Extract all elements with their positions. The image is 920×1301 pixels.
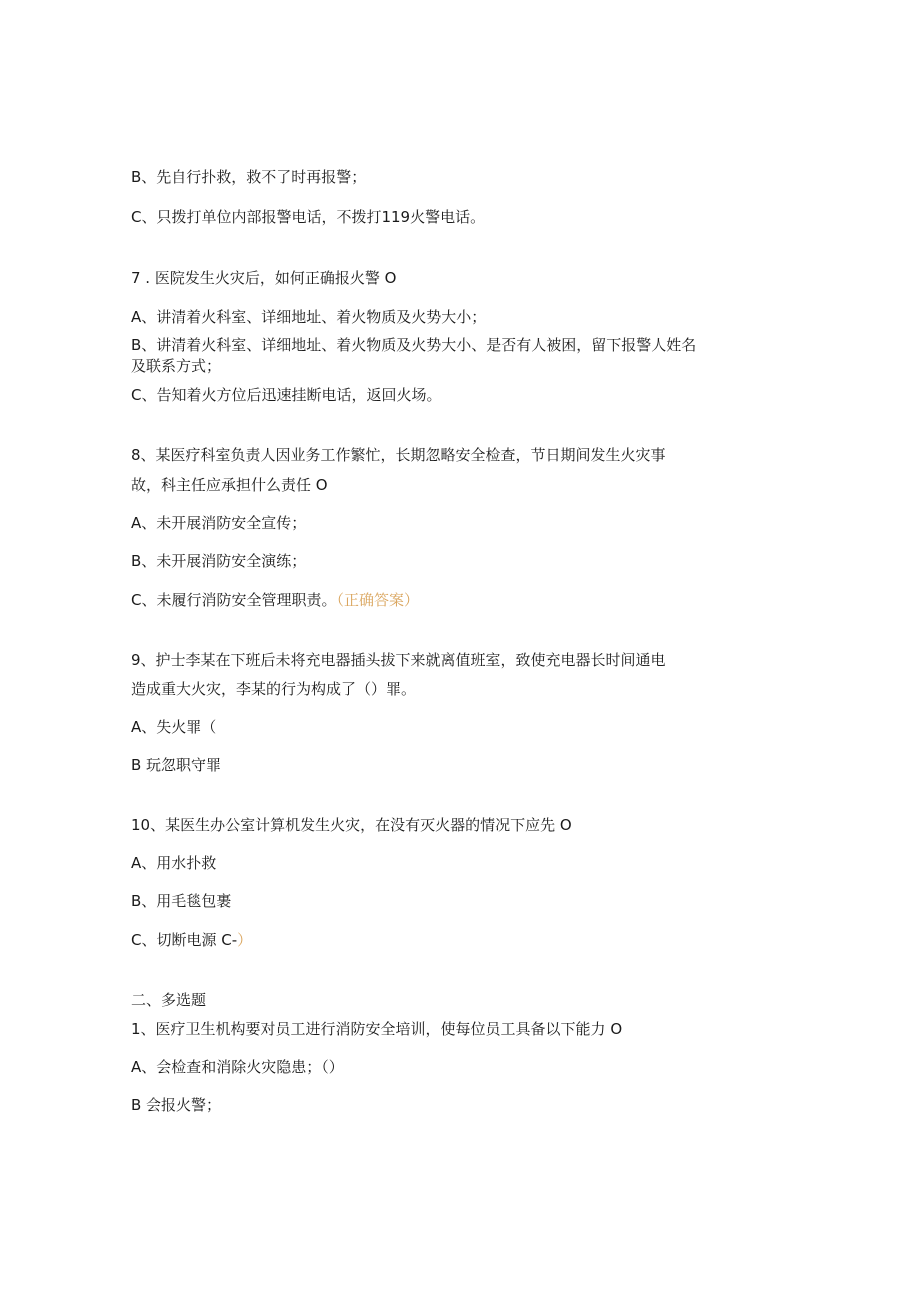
line-text: 9、护士李某在下班后未将充电器插头拔下来就离值班室，致使充电器长时间通电 <box>131 651 666 669</box>
line-text: A、用水扑救 <box>131 854 217 872</box>
mc1-option-a <box>131 1056 344 1078</box>
line-text: A、失火罪（ <box>131 718 217 736</box>
q8-option-c <box>131 589 419 611</box>
line-text: B 会报火警； <box>131 1096 222 1114</box>
section-heading-multiple-choice <box>131 989 206 1011</box>
answer-annotation: ） <box>237 931 253 949</box>
line-text: C、只拨打单位内部报警电话，不拨打119火警电话。 <box>131 208 486 226</box>
q10-option-a <box>131 852 216 874</box>
q6-option-c <box>131 206 485 228</box>
q7-option-b-continued <box>131 355 221 377</box>
line-text: 造成重大火灾，李某的行为构成了（）罪。 <box>131 680 417 698</box>
line-text: 10、某医生办公室计算机发生火灾，在没有灭火器的情况下应先 O <box>131 816 572 834</box>
q10-option-b <box>131 890 231 912</box>
line-text: 及联系方式； <box>131 357 222 375</box>
q8-option-a <box>131 512 306 534</box>
q8-question-continued <box>131 474 328 496</box>
q9-option-a <box>131 716 216 738</box>
q9-question <box>131 649 666 671</box>
line-text: B、先自行扑救，救不了时再报警； <box>131 168 367 186</box>
line-text: C、未履行消防安全管理职责。 <box>131 591 337 609</box>
correct-answer-annotation: （正确答案） <box>336 591 419 609</box>
q7-option-c <box>131 384 441 406</box>
line-text: B 玩忽职守罪 <box>131 756 222 774</box>
line-text: 二、多选题 <box>131 991 207 1009</box>
q9-question-continued <box>131 678 416 700</box>
q6-option-b <box>131 166 366 188</box>
line-text: A、未开展消防安全宣传； <box>131 514 307 532</box>
q9-option-b <box>131 754 221 776</box>
line-text: 故，科主任应承担什么责任 O <box>131 476 328 494</box>
line-text: A、讲清着火科室、详细地址、着火物质及火势大小； <box>131 308 487 326</box>
line-text: C、告知着火方位后迅速挂断电话，返回火场。 <box>131 386 442 404</box>
line-text: A、会检查和消除火灾隐患；（） <box>131 1058 344 1076</box>
q10-question <box>131 814 572 836</box>
q7-option-b <box>131 334 696 356</box>
line-text: B、讲清着火科室、详细地址、着火物质及火势大小、是否有人被困，留下报警人姓名 <box>131 336 697 354</box>
line-text: C、切断电源 C- <box>131 931 238 949</box>
line-text: B、用毛毯包裹 <box>131 892 232 910</box>
line-text: 8、某医疗科室负责人因业务工作繁忙，长期忽略安全检查，节日期间发生火灾事 <box>131 446 666 464</box>
line-text: B、未开展消防安全演练； <box>131 552 307 570</box>
line-text: 1、医疗卫生机构要对员工进行消防安全培训，使每位员工具备以下能力 O <box>131 1020 623 1038</box>
mc1-option-b <box>131 1094 221 1116</box>
line-text: 7 . 医院发生火灾后，如何正确报火警 O <box>131 269 397 287</box>
q7-question <box>131 267 396 289</box>
q10-option-c <box>131 929 252 951</box>
mc1-question <box>131 1018 622 1040</box>
q8-question <box>131 444 666 466</box>
q8-option-b <box>131 550 306 572</box>
q7-option-a <box>131 306 486 328</box>
